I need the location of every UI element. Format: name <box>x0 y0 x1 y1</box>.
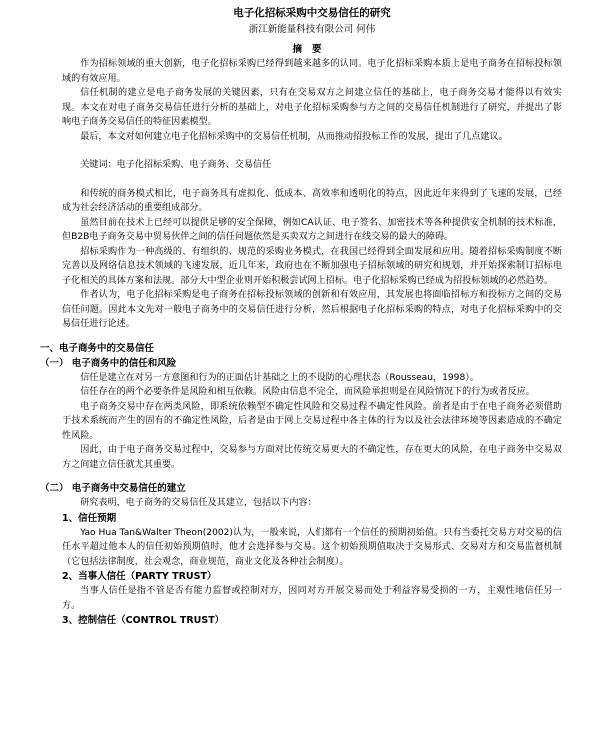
subsection-heading: （二） 电子商务中交易信任的建立 <box>40 483 186 494</box>
abstract-heading: 摘要 <box>292 44 332 55</box>
body-paragraph: 信任是建立在对另一方意图和行为的正面估计基础之上的不设防的心理状态（Rousseau，1998）。 <box>80 372 479 383</box>
subsection-heading: （一） 电子商务中的信任和风险 <box>40 357 177 369</box>
abstract-paragraph: 作为招标领域的重大创新，电子化招标采购已经得到越来越多的认同。电子化招标采购本质上是电子商务在招标投标领域的有效应用。 <box>62 59 562 84</box>
intro-paragraph: 作者认为，电子化招标采购是电子商务在招标投标领域的创新和有效应用，其发展也将面临招标方和投标方之间的交易信任问题。因此本文先对一般电子商务中的交易信任进行分析，然后根据电子化招标采购的特点，对电子化招标采购中的交易信任进行论述。 <box>62 290 562 329</box>
intro-paragraph: 虽然目前在技术上已经可以提供足够的安全保障，例如CA认证、电子签名、加密技术等各种提供安全机制的技术标准，但B2B电子商务交易中贸易伙伴之间的信任问题依然是买卖双方之间进行在线交易的最大的障碍。 <box>62 217 562 242</box>
body-paragraph: 因此，由于电子商务交易过程中，交易参与方面对比传统交易更大的不确定性，存在更大的风险，在电子商务中交易双方之间建立信任就尤其重要。 <box>62 445 562 470</box>
paper-title: 电子化招标采购中交易信任的研究 <box>233 7 391 19</box>
section-heading: 一、电子商务中的交易信任 <box>40 342 155 354</box>
body-paragraph: 电子商务交易中存在两类风险，即系统依赖型不确定性风险和交易过程不确定性风险。前者是由于在电子商务必须借助于技术系统而产生的固有的不确定性风险，后者是由于网上交易过程中各主体的行为以及社会法律环境等因素造成的不确定性风险。 <box>62 401 562 441</box>
abstract-paragraph: 最后，本文对如何建立电子化招标采购中的交易信任机制，从而推动招投标工作的发展，提出了几点建议。 <box>80 131 508 142</box>
body-paragraph: 研究表明，电子商务的交易信任及其建立，包括以下内容： <box>80 498 317 508</box>
abstract-paragraph: 信任机制的建立是电子商务发展的关键因素，只有在交易双方之间建立信任的基础上，电子商务交易才能得以有效实现。本文在对电子商务交易信任进行分析的基础上，对电子化招标采购参与方之间的交易信任机制进行了研究，并提出了影响电子商务交易信任的特征因素模型。 <box>62 88 562 127</box>
item-heading: 3、控制信任（CONTROL TRUST） <box>62 615 225 626</box>
paper-author: 浙江新能量科技有限公司 何伟 <box>248 24 376 35</box>
intro-paragraph: 和传统的商务模式相比，电子商务具有虚拟化、低成本、高效率和透明化的特点，因此近年来得到了飞速的发展，已经成为社会经济活动的重要组成部分。 <box>62 188 562 213</box>
item-heading: 2、当事人信任（PARTY TRUST） <box>62 571 217 582</box>
item-heading: 1、信任预期 <box>62 512 117 524</box>
body-paragraph: Yao Hua Tan&Walter Theon(2002)认为，一般来说，人们都有一个信任的预期初始值。只有当委托交易方对交易的信任水平超过他本人的信任初始预期值时，他才会选择参与交易。这个初始预期值取决于交易形式、交易对方和交易监督机制（它包括法律制度，社会观念，商业规范，商业文化及各种社会制度）。 <box>62 527 562 567</box>
keywords: 关键词：电子化招标采购、电子商务、交易信任 <box>80 160 272 170</box>
body-paragraph: 当事人信任是指不管是否有能力监督或控制对方，因同对方开展交易而处于利益容易受损的一方，主观性地信任另一方。 <box>62 586 562 611</box>
intro-paragraph: 招标采购作为一种高级的、有组织的、规范的采购业务模式，在我国已经得到全面发展和应用。随着招标采购制度不断完善以及网络信息技术领域的飞速发展，近几年来，政府也在不断加强电子招标领域的研究和规划，并开始探索制订招标电子化相关的具体方案和法规。部分大中型企业则开始积极尝试网上招标。电子化招标采购已经成为招投标领域的必然趋势。 <box>62 246 562 286</box>
body-paragraph: 信任存在的两个必要条件是风险和相互依赖。风险由信息不完全，而风险承担则是在风险情况下的行为或者反应。 <box>80 387 535 397</box>
